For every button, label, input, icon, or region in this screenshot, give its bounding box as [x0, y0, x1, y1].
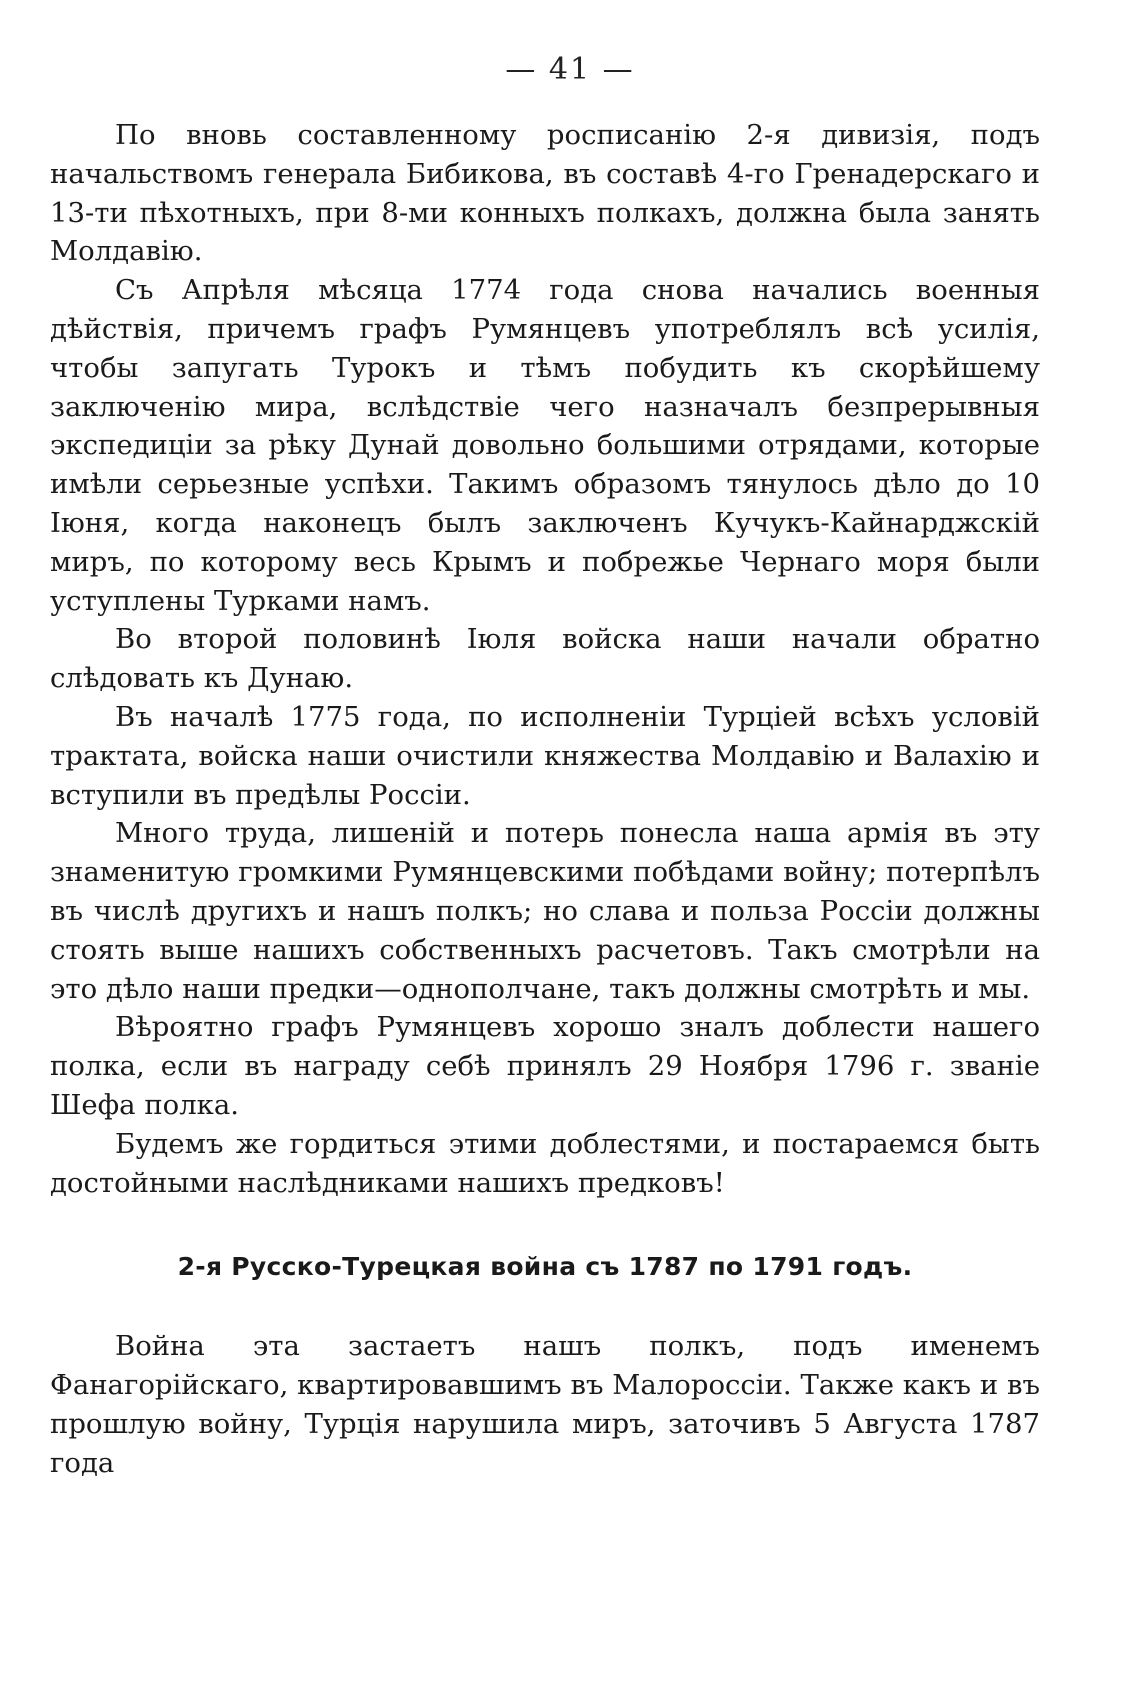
- paragraph: Много труда, лишеній и потерь понесла наша армія въ эту знаменитую громкими Румянцевскими побѣдами войну; потерпѣлъ въ числѣ другихъ и нашъ полкъ; но слава и польза Россіи должны стоять выше нашихъ собственныхъ расчетовъ. Такъ смотрѣли на это дѣло наши предки—однополчане, такъ должны смотрѣть и мы.: [50, 817, 1040, 1005]
- paragraph: Во второй половинѣ Іюля войска наши начали обратно слѣдовать къ Дунаю.: [50, 623, 1040, 695]
- section-heading: 2-я Русско-Турецкая война съ 1787 по 1791 годъ.: [177, 1252, 913, 1282]
- paragraph: Съ Апрѣля мѣсяца 1774 года снова начались военныя дѣйствія, причемъ графъ Румянцевъ употреблялъ всѣ усилія, чтобы запугать Турокъ и тѣмъ побудить къ скорѣйшему заключенію мира, вслѣдствіе чего назначалъ безпрерывныя экспедиціи за рѣку Дунай довольно большими отрядами, которые имѣли серьезные успѣхи. Такимъ образомъ тянулось дѣло до 10 Іюня, когда наконецъ былъ заключенъ Кучукъ-Кайнарджскій миръ, по которому весь Крымъ и побрежье Чернаго моря были уступлены Турками намъ.: [50, 274, 1040, 617]
- paragraph: Война эта застаетъ нашъ полкъ, подъ именемъ Фанагорійскаго, квартировавшимъ въ Малороссіи. Также какъ и въ прошлую войну, Турція нарушила миръ, заточивъ 5 Августа 1787 года: [50, 1330, 1040, 1479]
- paragraph: Вѣроятно графъ Румянцевъ хорошо зналъ доблести нашего полка, если въ награду себѣ принялъ 29 Ноября 1796 г. званіе Шефа полка.: [50, 1011, 1040, 1121]
- paragraph: По вновь составленному росписанію 2-я дивизія, подъ начальствомъ генерала Бибикова, въ составѣ 4-го Гренадерскаго и 13-ти пѣхотныхъ, при 8-ми конныхъ полкахъ, должна была занять Молдавію.: [50, 119, 1040, 268]
- paragraph: Будемъ же гордиться этими доблестями, и постараемся быть достойными наслѣдниками нашихъ предковъ!: [50, 1127, 1040, 1199]
- page-number: — 41 —: [505, 52, 635, 87]
- body-text: [50, 116, 1040, 1482]
- paragraph: Въ началѣ 1775 года, по исполненіи Турціей всѣхъ условій трактата, войска наши очистили княжества Молдавію и Валахію и вступили въ предѣлы Россіи.: [50, 700, 1040, 811]
